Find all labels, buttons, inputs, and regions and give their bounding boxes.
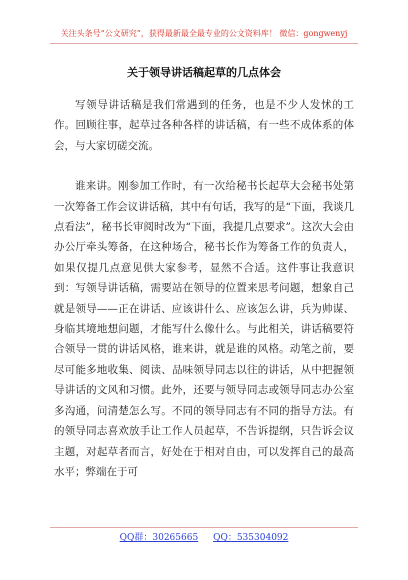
- footer: [0, 532, 408, 544]
- paragraph-intro: 写领导讲话稿是我们常遇到的任务，也是不少人发怵的工作。回顾往事，起草过各种各样的讲话稿，有一些不成体系的体会，与大家切磋交流。: [54, 99, 354, 152]
- footer-divider: [50, 527, 358, 528]
- header-banner: 关注头条号“公文研究”，获得最新最全最专业的公文资料库！ 微信：gongwenyj: [60, 29, 348, 38]
- document-title: 关于领导讲话稿起草的几点体会: [127, 66, 281, 79]
- footer-qq-group-link[interactable]: QQ群：30265665: [119, 533, 199, 543]
- header-divider: [50, 43, 358, 44]
- paragraph-who-speaks: 谁来讲。刚参加工作时，有一次给秘书长起草大会秘书处第一次筹备工作会议讲话稿，其中有句话，我写的是“下面，我谈几点看法”，秘书长审阅时改为“下面，我提几点要求”。这次大会由办公厅牵头筹备，在这种场合，秘书长作为筹备工作的负责人，如果仅提几点意见供大家参考，显然不合适。这件事让我意识到：写领导讲话稿，需要站在领导的位置来思考问题，想象自己就是领导——正在讲话、应该讲什么、应该怎么讲，兵为帅谋、身临其境地想问题，才能写什么像什么。与此相关，讲话稿要符合领导一贯的讲话风格，谁来讲，就是谁的风格。动笔之前，要尽可能多地收集、阅读、品味领导同志以往的讲话，从中把握领导讲话的文风和习惯。此外，还要与领导同志或领导同志办公室多沟通，问清楚怎么写。不同的领导同志有不同的指导方法。有的领导同志喜欢放手让工作人员起草，不告诉提纲，只告诉会议主题，对起草者而言，好处在于相对自由，可以发挥自己的最高水平；弊端在于可: [54, 180, 354, 478]
- footer-qq-link[interactable]: QQ：535304092: [213, 533, 289, 543]
- document-body: [54, 95, 354, 482]
